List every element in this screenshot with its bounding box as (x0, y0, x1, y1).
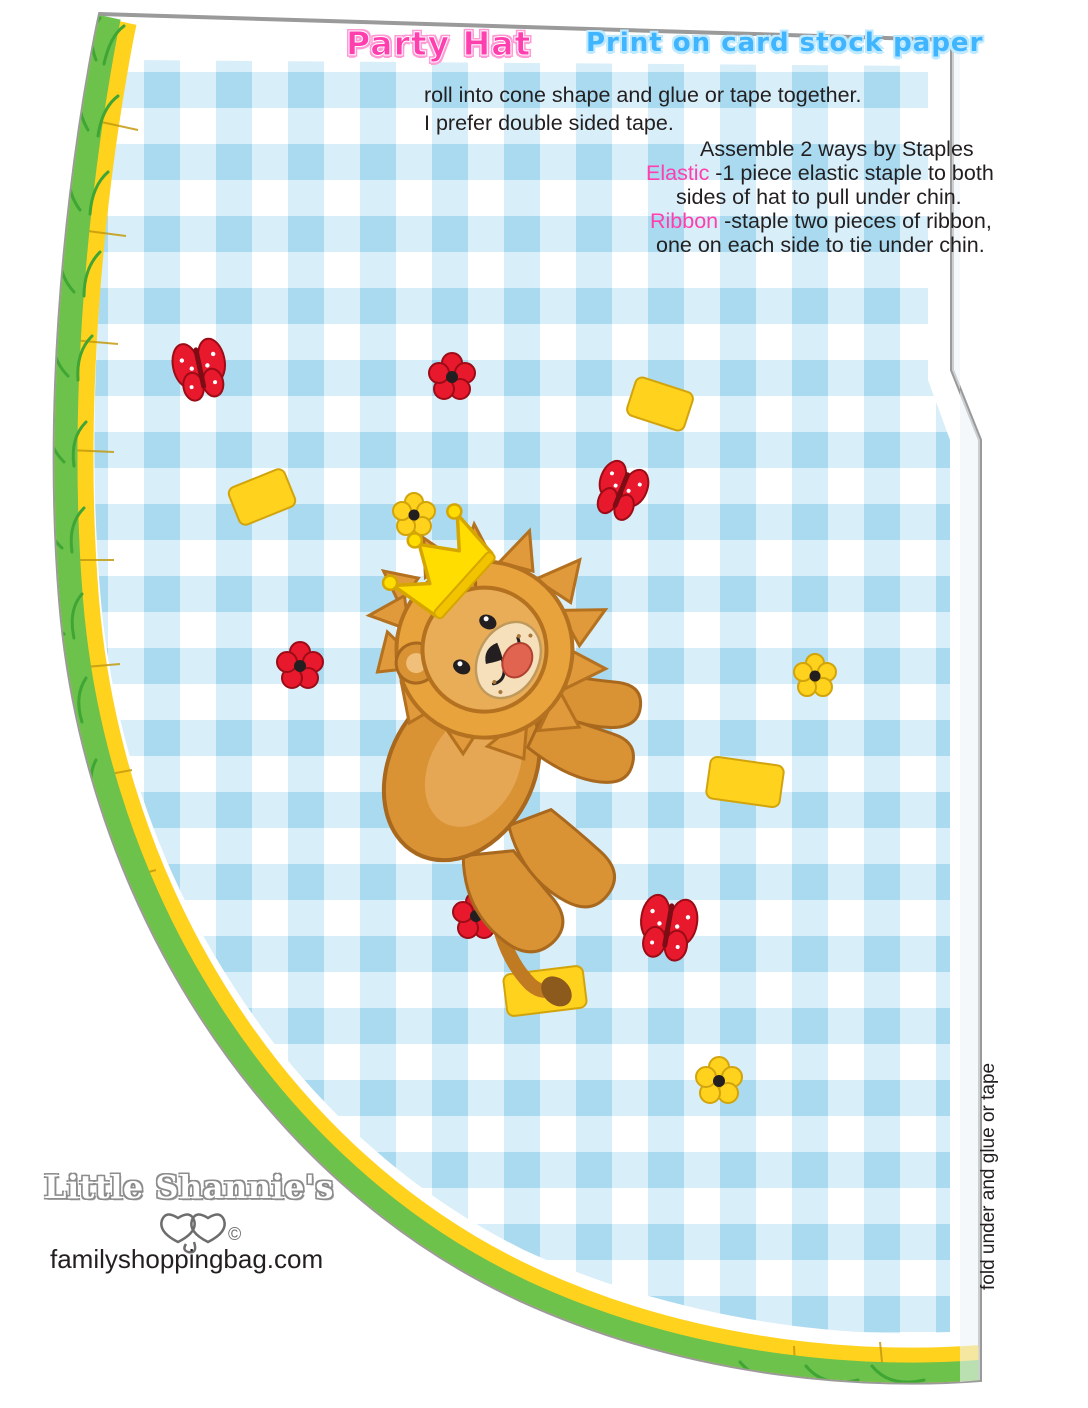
print-instruction-subtitle: Print on card stock paper (586, 28, 984, 58)
page-title: Party Hat (346, 24, 532, 63)
instruction-line-4 (646, 160, 994, 186)
instruction-line-1: roll into cone shape and glue or tape together. (424, 83, 862, 107)
elastic-keyword: Elastic (646, 161, 710, 185)
instruction-line-3: Assemble 2 ways by Staples (700, 137, 974, 161)
instruction-line-5: sides of hat to pull under chin. (676, 185, 962, 209)
svg-text:©: © (228, 1224, 242, 1244)
ribbon-keyword: Ribbon (650, 209, 719, 233)
instruction-line-2: I prefer double sided tape. (424, 111, 674, 135)
instruction-line-7: one on each side to tie under chin. (656, 233, 985, 257)
fold-tab-label: fold under and glue or tape (978, 1062, 999, 1290)
website-url: familyshoppingbag.com (50, 1244, 324, 1274)
elastic-text: -1 piece elastic staple to both (709, 161, 994, 185)
instruction-line-6 (650, 208, 992, 234)
ribbon-text: -staple two pieces of ribbon, (718, 209, 992, 233)
brand-name: Little Shannie's (44, 1168, 334, 1206)
